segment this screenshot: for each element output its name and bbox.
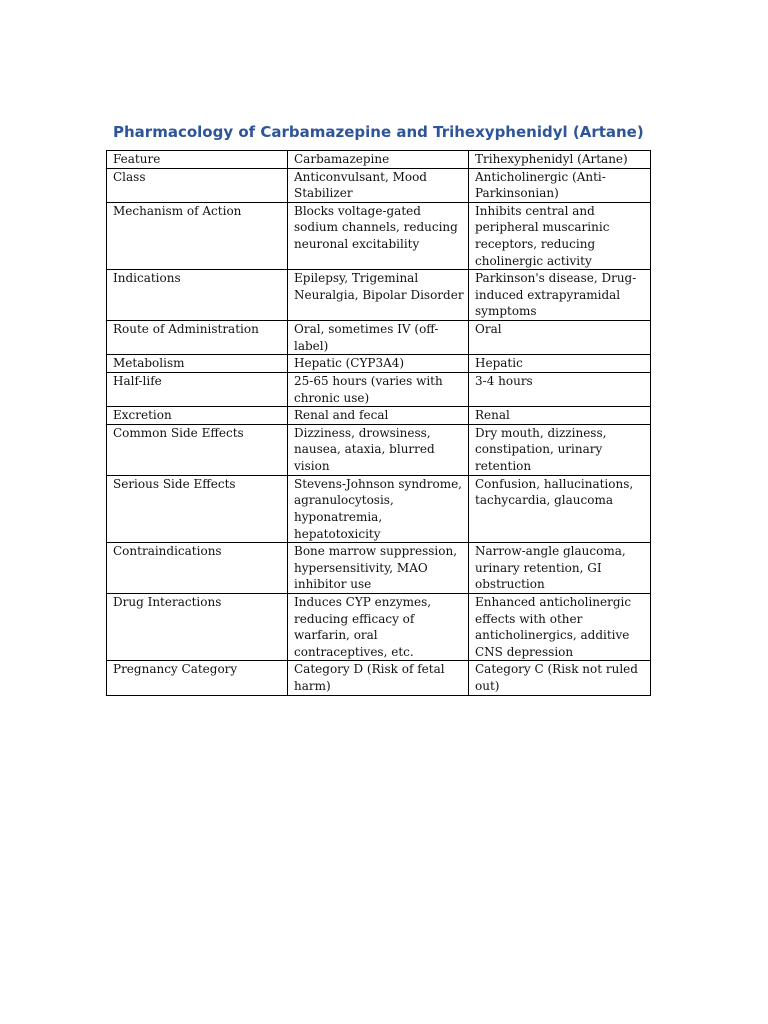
table-row xyxy=(107,270,651,321)
carbamazepine-cell: Category D (Risk of fetal harm) xyxy=(288,661,469,695)
table-row xyxy=(107,355,651,373)
feature-cell: Pregnancy Category xyxy=(107,661,288,695)
feature-cell: Contraindications xyxy=(107,543,288,594)
table-row xyxy=(107,407,651,425)
carbamazepine-cell: Epilepsy, Trigeminal Neuralgia, Bipolar Disorder xyxy=(288,270,469,321)
carbamazepine-cell: Bone marrow suppression, hypersensitivity, MAO inhibitor use xyxy=(288,543,469,594)
carbamazepine-cell: Oral, sometimes IV (off-label) xyxy=(288,321,469,355)
trihexyphenidyl-cell: Hepatic xyxy=(469,355,651,373)
carbamazepine-cell: Dizziness, drowsiness, nausea, ataxia, blurred vision xyxy=(288,424,469,475)
trihexyphenidyl-cell: Oral xyxy=(469,321,651,355)
carbamazepine-cell: Anticonvulsant, Mood Stabilizer xyxy=(288,168,469,202)
trihexyphenidyl-cell: Confusion, hallucinations, tachycardia, glaucoma xyxy=(469,475,651,542)
table-row xyxy=(107,594,651,661)
carbamazepine-cell: Stevens-Johnson syndrome, agranulocytosis, hyponatremia, hepatotoxicity xyxy=(288,475,469,542)
trihexyphenidyl-cell: Renal xyxy=(469,407,651,425)
comparison-table xyxy=(106,150,651,696)
trihexyphenidyl-cell: Dry mouth, dizziness, constipation, urinary retention xyxy=(469,424,651,475)
table-row xyxy=(107,543,651,594)
trihexyphenidyl-cell: Parkinson's disease, Drug-induced extrapyramidal symptoms xyxy=(469,270,651,321)
table-row xyxy=(107,202,651,269)
table-row xyxy=(107,168,651,202)
feature-cell: Route of Administration xyxy=(107,321,288,355)
table-row xyxy=(107,661,651,695)
table-row xyxy=(107,372,651,406)
feature-cell: Serious Side Effects xyxy=(107,475,288,542)
trihexyphenidyl-cell: 3-4 hours xyxy=(469,372,651,406)
table-row xyxy=(107,424,651,475)
carbamazepine-cell: Hepatic (CYP3A4) xyxy=(288,355,469,373)
trihexyphenidyl-cell: Enhanced anticholinergic effects with other anticholinergics, additive CNS depression xyxy=(469,594,651,661)
feature-cell: Excretion xyxy=(107,407,288,425)
trihexyphenidyl-cell: Narrow-angle glaucoma, urinary retention, GI obstruction xyxy=(469,543,651,594)
header-cell-feature: Feature xyxy=(107,151,288,169)
carbamazepine-cell: Renal and fecal xyxy=(288,407,469,425)
feature-cell: Drug Interactions xyxy=(107,594,288,661)
header-cell-carbamazepine: Carbamazepine xyxy=(288,151,469,169)
table-row xyxy=(107,321,651,355)
feature-cell: Class xyxy=(107,168,288,202)
feature-cell: Mechanism of Action xyxy=(107,202,288,269)
feature-cell: Metabolism xyxy=(107,355,288,373)
table-header-row xyxy=(107,151,651,169)
feature-cell: Half-life xyxy=(107,372,288,406)
feature-cell: Indications xyxy=(107,270,288,321)
document-title: Pharmacology of Carbamazepine and Trihexyphenidyl (Artane) xyxy=(113,123,644,141)
carbamazepine-cell: Induces CYP enzymes, reducing efficacy of warfarin, oral contraceptives, etc. xyxy=(288,594,469,661)
feature-cell: Common Side Effects xyxy=(107,424,288,475)
carbamazepine-cell: Blocks voltage-gated sodium channels, reducing neuronal excitability xyxy=(288,202,469,269)
trihexyphenidyl-cell: Category C (Risk not ruled out) xyxy=(469,661,651,695)
trihexyphenidyl-cell: Inhibits central and peripheral muscarinic receptors, reducing cholinergic activity xyxy=(469,202,651,269)
header-cell-trihexyphenidyl: Trihexyphenidyl (Artane) xyxy=(469,151,651,169)
table-row xyxy=(107,475,651,542)
trihexyphenidyl-cell: Anticholinergic (Anti-Parkinsonian) xyxy=(469,168,651,202)
carbamazepine-cell: 25-65 hours (varies with chronic use) xyxy=(288,372,469,406)
